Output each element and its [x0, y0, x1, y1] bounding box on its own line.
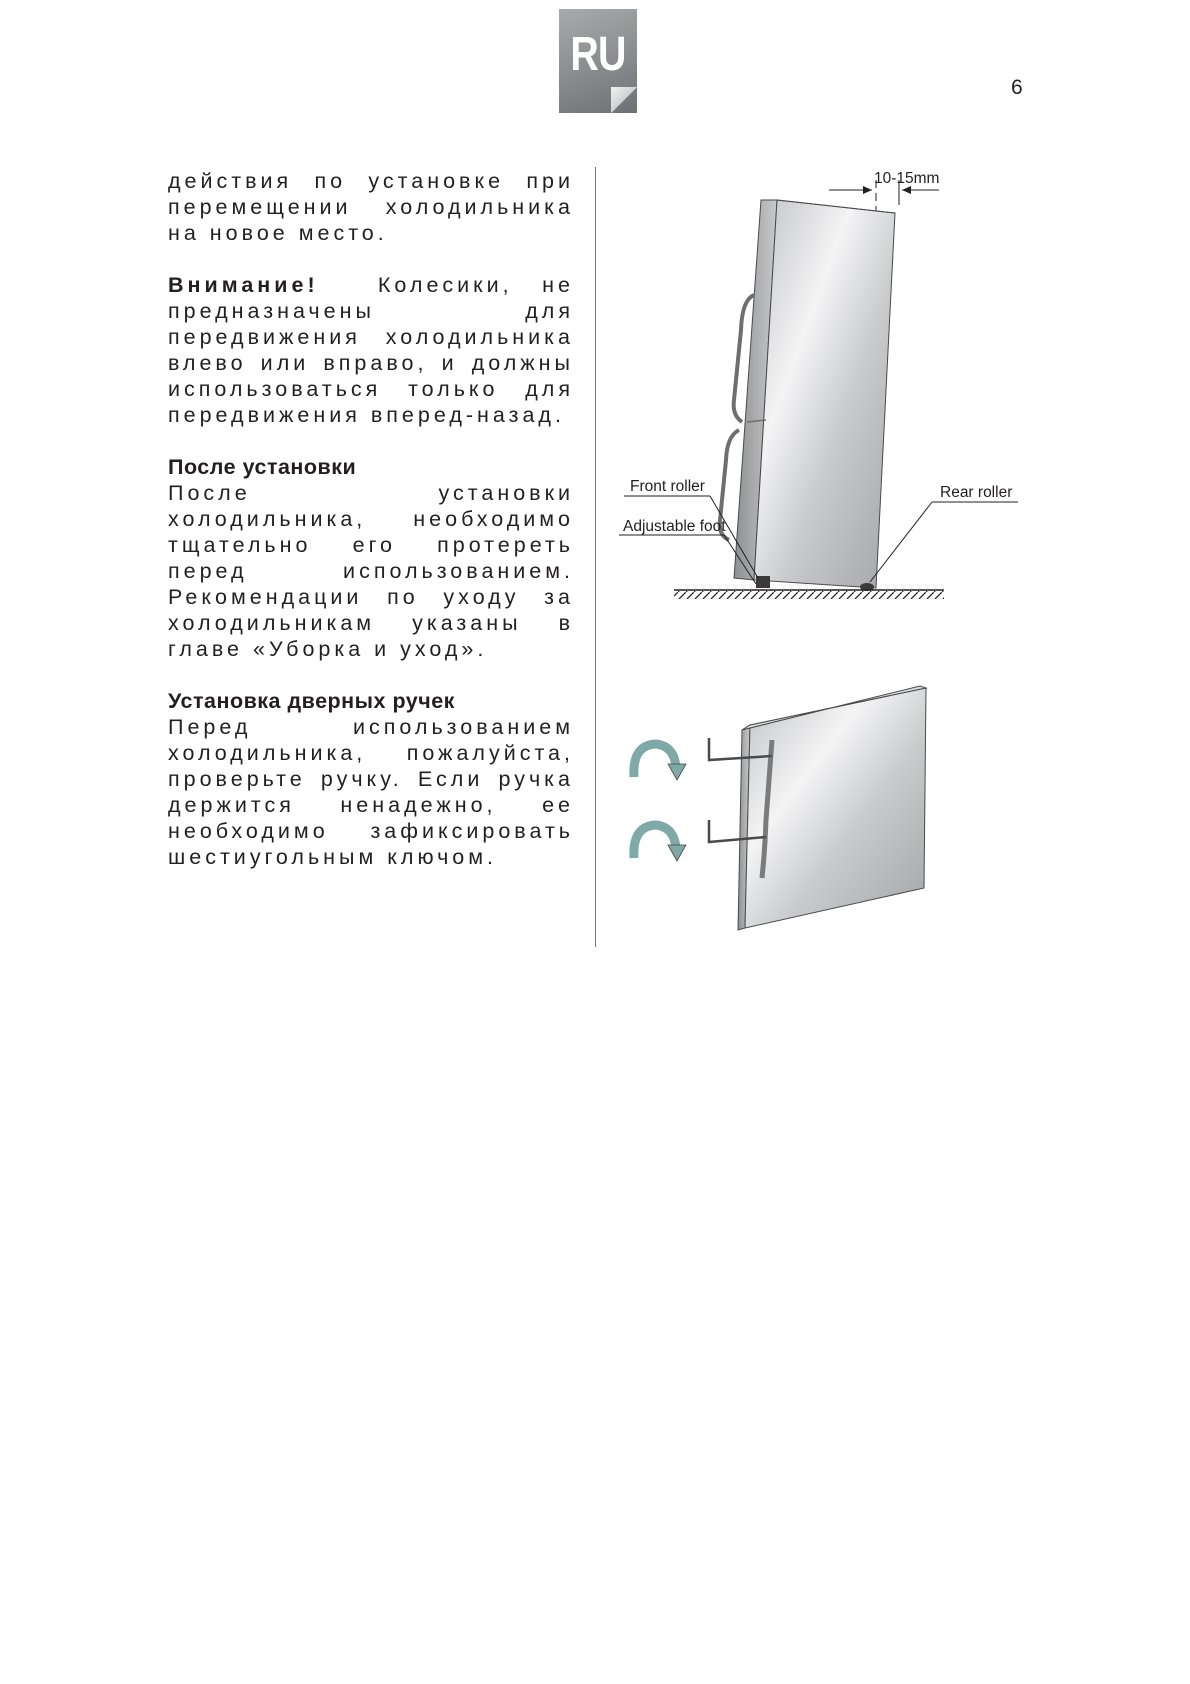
- front-roller-label: Front roller: [630, 478, 705, 495]
- rear-roller-label: Rear roller: [940, 484, 1013, 501]
- page-curl-icon: [611, 87, 637, 113]
- door-handle-figure: [634, 686, 926, 930]
- floor-hatch: [674, 591, 944, 599]
- door-panel: [745, 688, 926, 928]
- text-column: [168, 168, 574, 896]
- paragraph-warning: [168, 272, 574, 428]
- section-door-handles: [168, 688, 574, 870]
- door-handles-heading: Установка дверных ручек: [168, 689, 455, 713]
- fridge-body: [754, 200, 895, 588]
- paragraph-move: действия по установке при перемещении холодильника на новое место.: [168, 169, 574, 245]
- gap-label: 10-15mm: [874, 170, 940, 187]
- installation-figures: [614, 160, 1034, 950]
- column-divider: [595, 167, 596, 947]
- rotate-arrow-upper-icon: [634, 744, 686, 780]
- section-after-install: [168, 454, 574, 662]
- page-number: 6: [1011, 76, 1023, 99]
- door-handles-text: Перед использованием холодильника, пожалуйста, проверьте ручку. Если ручка держится ненадежно, ее необходимо зафиксировать шестиугольным ключом.: [168, 715, 574, 869]
- warning-label: Внимание!: [168, 273, 319, 297]
- language-badge-text: RU: [570, 28, 626, 81]
- language-badge: [559, 9, 637, 113]
- adjustable-foot-label: Adjustable foot: [623, 518, 726, 535]
- rotate-arrow-lower-icon: [634, 825, 686, 861]
- warning-text: Колесики, не предназначены для передвижения холодильника влево или вправо, и должны использоваться только для передвижения вперед-назад.: [168, 273, 575, 427]
- after-install-heading: После установки: [168, 455, 357, 479]
- after-install-text: После установки холодильника, необходимо тщательно его протереть перед использованием. Рекомендации по уходу за холодильникам указаны в главе «Уборка и уход».: [168, 481, 574, 661]
- fridge-tilt-figure: [619, 170, 1018, 599]
